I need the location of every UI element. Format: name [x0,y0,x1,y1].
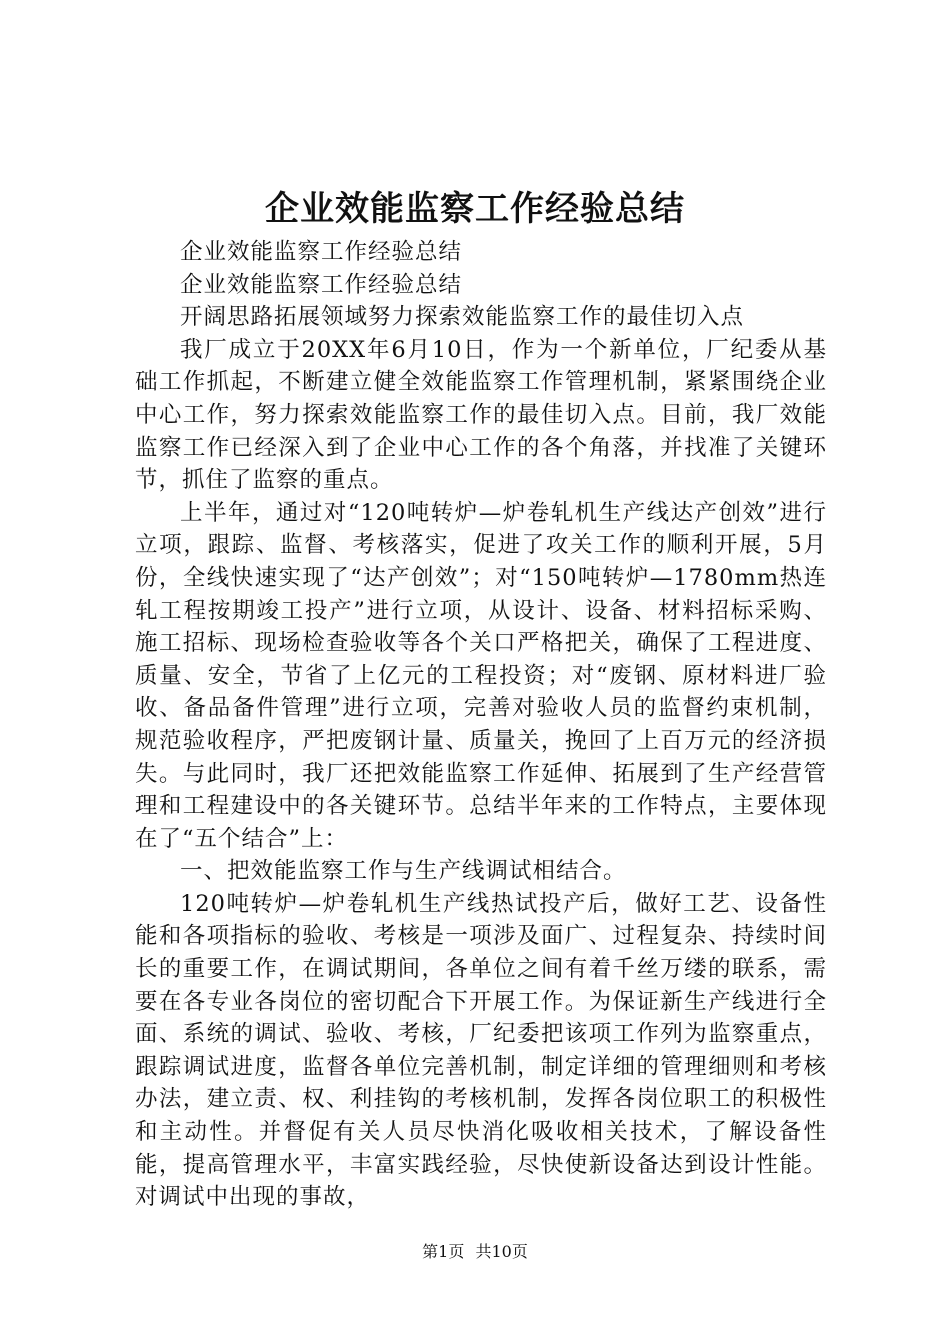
document-body [135,236,827,1214]
paragraph-subtitle-1: 企业效能监察工作经验总结 [180,239,463,265]
paragraph-intro: 我厂成立于20XX年6月10日，作为一个新单位，厂纪委从基础工作抓起，不断建立健全效能监察工作管理机制，紧紧围绕企业中心工作，努力探索效能监察工作的最佳切入点。目前，我厂效能监察工作已经深入到了企业中心工作的各个角落，并找准了关键环节，抓住了监察的重点。 [135,336,827,494]
paragraph-section-one-heading: 一、把效能监察工作与生产线调试相结合。 [180,858,627,885]
paragraph-subtitle-2: 企业效能监察工作经验总结 [180,271,463,298]
page-total: 共10页 [475,1242,528,1261]
paragraph-section-one-body: 120吨转炉—炉卷轧机生产线热试投产后，做好工艺、设备性能和各项指标的验收、考核是一项涉及面广、过程复杂、持续时间长的重要工作，在调试期间，各单位之间有着千丝万缕的联系，需要在各专业各岗位的密切配合下开展工作。为保证新生产线进行全面、系统的调试、验收、考核，厂纪委把该项工作列为监察重点，跟踪调试进度，监督各单位完善机制，制定详细的管理细则和考核办法，建立责、权、利挂钩的考核机制，发挥各岗位职工的积极性和主动性。并督促有关人员尽快消化吸收相关技术，了解设备性能，提高管理水平，丰富实践经验，尽快使新设备达到设计性能。对调试中出现的事故， [135,890,827,1211]
paragraph-heading: 开阔思路拓展领域努力探索效能监察工作的最佳切入点 [180,304,745,331]
document-title: 企业效能监察工作经验总结 [265,189,685,229]
page-footer [0,1241,950,1263]
paragraph-first-half-year: 上半年，通过对“120吨转炉—炉卷轧机生产线达产创效”进行立项，跟踪、监督、考核落实，促进了攻关工作的顺利开展，5月份，全线快速实现了“达产创效”；对“150吨转炉—1780mm热连轧工程按期竣工投产”进行立项，从设计、设备、材料招标采购、施工招标、现场检查验收等各个关口严格把关，确保了工程进度、质量、安全，节省了上亿元的工程投资；对“废钢、原材料进厂验收、备品备件管理”进行立项，完善对验收人员的监督约束机制，规范验收程序，严把废钢计量、质量关，挽回了上百万元的经济损失。与此同时，我厂还把效能监察工作延伸、拓展到了生产经营管理和工程建设中的各关键环节。总结半年来的工作特点，主要体现在了“五个结合”上： [135,499,827,852]
page-number: 第1页 [422,1242,465,1261]
